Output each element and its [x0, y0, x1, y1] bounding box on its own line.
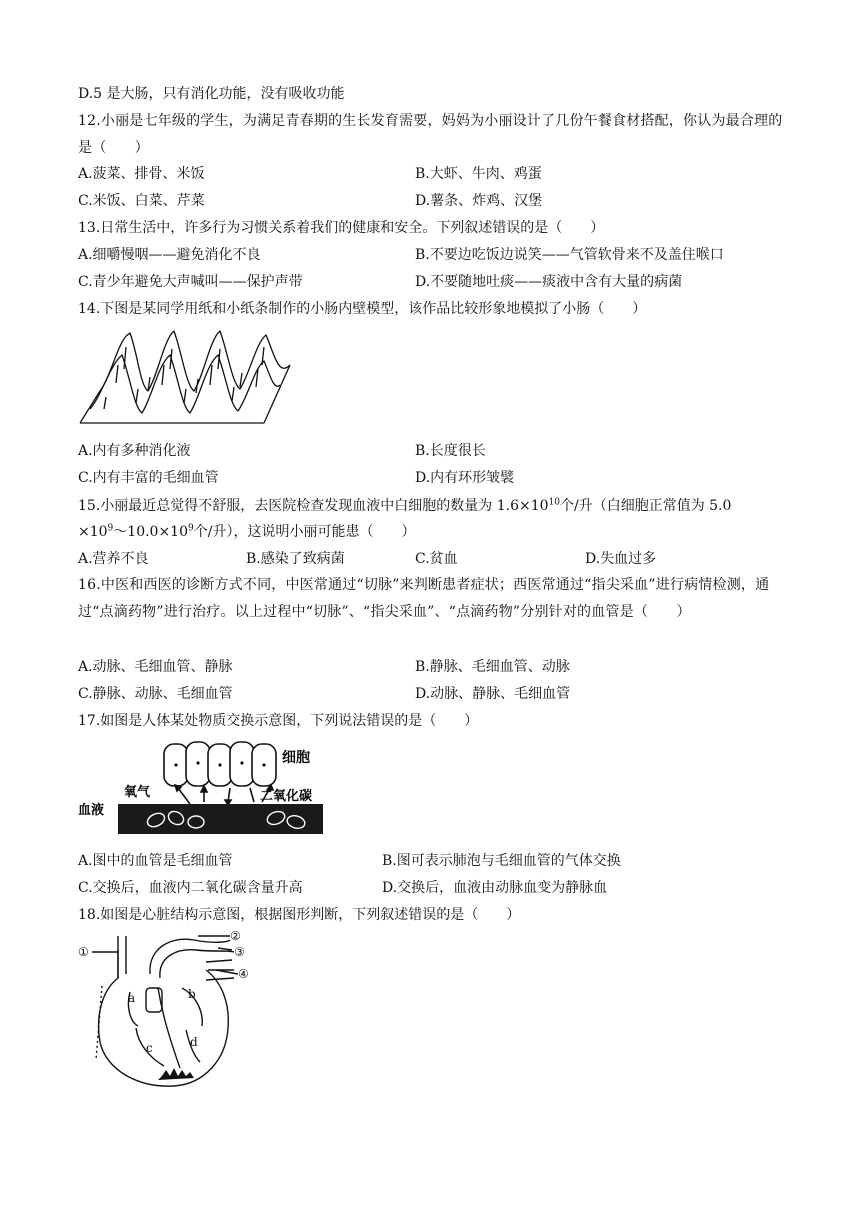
- intestine-fold-model-figure: [78, 325, 293, 430]
- q12-option-d: D.薯条、炸鸡、汉堡: [415, 193, 543, 209]
- label-oxygen: 氧气: [124, 785, 151, 800]
- label-blood: 血液: [78, 803, 105, 818]
- q14-stem: 14.下图是某同学用纸和小纸条制作的小肠内壁模型，该作品比较形象地模拟了小肠（ ）: [78, 301, 647, 317]
- q17-option-a: A.图中的血管是毛细血管: [78, 853, 233, 869]
- q16-stem: 16.中医和西医的诊断方式不同，中医常通过“切脉”来判断患者症状；西医常通过“指尖采血”进行病情检测，通过“点滴药物”进行治疗。以上过程中“切脉”、“指尖采血”、“点滴药物”分别针对的血管是（ ）: [78, 577, 770, 620]
- q15-option-d: D.失血过多: [585, 551, 657, 567]
- q14-option-c: C.内有丰富的毛细血管: [78, 470, 219, 486]
- q16-option-d: D.动脉、静脉、毛细血管: [415, 686, 571, 702]
- q12-option-c: C.米饭、白菜、芹菜: [78, 193, 205, 209]
- q18-stem: 18.如图是心脏结构示意图，根据图形判断，下列叙述错误的是（ ）: [78, 907, 521, 923]
- q14-option-d: D.内有环形皱襞: [415, 470, 515, 486]
- q12-option-b: B.大虾、牛肉、鸡蛋: [415, 166, 542, 182]
- q15-option-c: C.贫血: [415, 551, 458, 567]
- label-c: c: [146, 1041, 153, 1055]
- q16-option-a: A.动脉、毛细血管、静脉: [78, 659, 233, 675]
- q15-stem-part-a: 15.小丽最近总觉得不舒服，去医院检查发现血液中白细胞的数量为 1.6×10: [78, 498, 549, 514]
- label-d: d: [190, 1035, 198, 1049]
- label-b: b: [188, 987, 196, 1001]
- q17-stem: 17.如图是人体某处物质交换示意图，下列说法错误的是（ ）: [78, 713, 479, 729]
- label-n4: ④: [238, 967, 249, 981]
- q15-option-b: B.感染了致病菌: [246, 551, 345, 567]
- heart-structure-figure: [78, 930, 258, 1100]
- q15-stem-line2: [78, 522, 415, 542]
- q11-option-d: D.5 是大肠，只有消化功能，没有吸收功能: [78, 86, 345, 102]
- q15-stem-part-e: 个/升），这说明小丽可能患（ ）: [193, 524, 416, 540]
- q13-option-d: D.不要随地吐痰——痰液中含有大量的病菌: [415, 274, 683, 290]
- q17-option-d: D.交换后，血液由动脉血变为静脉血: [382, 880, 608, 896]
- q13-option-a: A.细嚼慢咽——避免消化不良: [78, 247, 261, 263]
- q15-stem-part-d: ～10.0×10: [113, 524, 188, 540]
- label-cell: 细胞: [282, 750, 310, 766]
- q14-option-b: B.长度很长: [415, 443, 486, 459]
- q17-option-c: C.交换后，血液内二氧化碳含量升高: [78, 880, 303, 896]
- q12-option-a: A.菠菜、排骨、米饭: [78, 166, 205, 182]
- q15-exponent-3: 9: [188, 523, 194, 534]
- q15-exponent-1: 10: [548, 497, 560, 508]
- q13-stem: 13.日常生活中，许多行为习惯关系着我们的健康和安全。下列叙述错误的是（ ）: [78, 220, 605, 236]
- q15-option-a: A.营养不良: [78, 551, 149, 567]
- q12-stem: 12.小丽是七年级的学生，为满足青春期的生长发育需要，妈妈为小丽设计了几份午餐食材搭配，你认为最合理的是（ ）: [78, 113, 783, 156]
- label-a: a: [128, 991, 136, 1005]
- q13-option-b: B.不要边吃饭边说笑——气管软骨来不及盖住喉口: [415, 247, 724, 263]
- gas-exchange-figure: [78, 738, 328, 838]
- q16-option-b: B.静脉、毛细血管、动脉: [415, 659, 570, 675]
- label-n1: ①: [78, 945, 89, 959]
- q14-option-a: A.内有多种消化液: [78, 443, 191, 459]
- label-n2: ②: [230, 930, 241, 943]
- q13-option-c: C.青少年避免大声喊叫——保护声带: [78, 274, 303, 290]
- q15-stem-part-b: 个/升（白细胞正常值为 5.0: [559, 498, 732, 514]
- label-co2: 二氧化碳: [260, 789, 313, 804]
- label-n3: ③: [234, 945, 245, 959]
- q15-stem-line1: [78, 496, 731, 516]
- q15-exponent-2: 9: [107, 523, 114, 534]
- q17-option-b: B.图可表示肺泡与毛细血管的气体交换: [382, 853, 621, 869]
- q15-stem-part-c: ×10: [78, 524, 108, 540]
- q16-option-c: C.静脉、动脉、毛细血管: [78, 686, 233, 702]
